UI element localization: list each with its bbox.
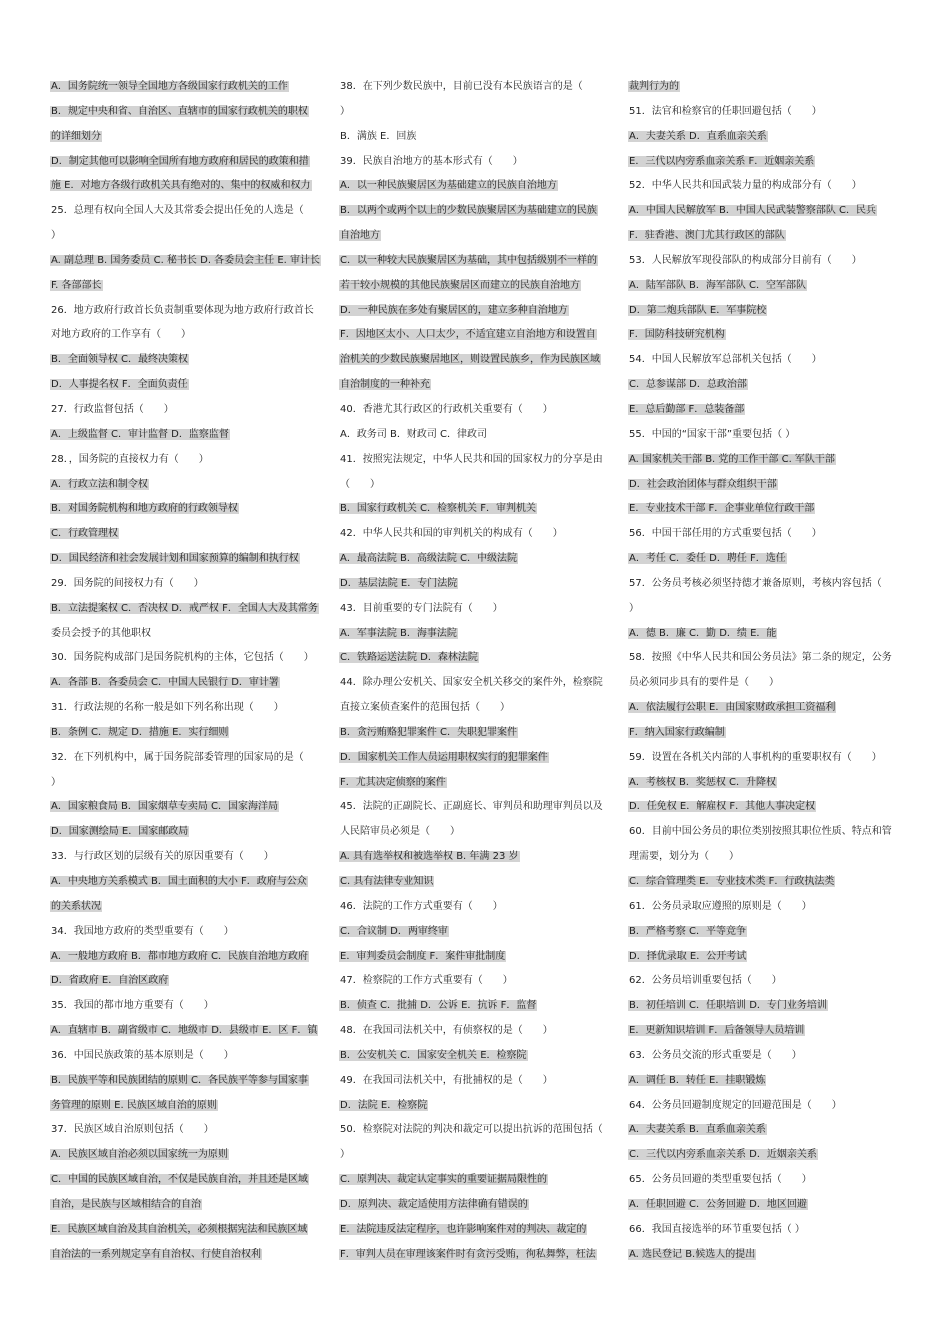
text-line <box>628 323 904 348</box>
text-line-content: F. 各部部长 <box>51 279 102 291</box>
text-line-content: 46．法院的工作方式重要有（ ） <box>340 900 503 912</box>
text-line-content: 49．在我国司法机关中，有批捕权的是（ ） <box>340 1074 553 1086</box>
text-line-content: D．择优录取 E．公开考试 <box>629 950 747 962</box>
text-line-content: A．陆军部队 B．海军部队 C．空军部队 <box>629 279 807 291</box>
text-line-content: B．严格考察 C．平等竞争 <box>629 925 747 937</box>
text-line-content: A．调任 B．转任 E．挂职锻炼 <box>629 1074 766 1086</box>
text-line-content: 26．地方政府行政首长负责制重要体现为地方政府行政首长 <box>51 304 314 316</box>
text-line <box>50 696 328 721</box>
text-line-content: A．国家粮食局 B．国家烟草专卖局 C．国家海洋局 <box>51 801 279 813</box>
text-line <box>50 572 328 597</box>
text-line <box>339 398 615 423</box>
text-line-content: 委员会授予的其他职权 <box>51 627 151 639</box>
text-line <box>339 274 615 299</box>
text-line-content: E．民族区域自治及其自治机关，必须根据宪法和民族区域 <box>51 1223 308 1235</box>
text-line-content: 58．按照《中华人民共和国公务员法》第二条的规定，公务 <box>629 652 892 664</box>
text-line <box>628 1218 904 1243</box>
text-line <box>628 969 904 994</box>
text-line-content: B．条例 C．规定 D．措施 E．实行细则 <box>51 726 229 738</box>
text-line <box>50 1044 328 1069</box>
text-line-content: 52．中华人民共和国武装力量的构成部分有（ ） <box>629 180 862 192</box>
text-line-content: 自治制度的一种补充 <box>340 379 430 391</box>
text-line-content: ） <box>340 1149 350 1161</box>
text-line <box>339 746 615 771</box>
text-line-content: 30．国务院构成部门是国务院机构的主体，它包括（ ） <box>51 652 314 664</box>
text-line <box>50 522 328 547</box>
text-line-content: 31．行政法规的名称一般是如下列名称出现（ ） <box>51 702 284 714</box>
text-line <box>50 373 328 398</box>
text-line <box>628 1193 904 1218</box>
text-line-content: 45．法院的正副院长、正副庭长、审判员和助理审判员以及 <box>340 801 603 813</box>
text-line <box>339 646 615 671</box>
text-line-content: E．三代以内旁系血亲关系 F．近姻亲关系 <box>629 155 815 167</box>
text-line-content: F．尤其决定侦察的案件 <box>340 776 446 788</box>
text-line <box>50 75 328 100</box>
text-line <box>339 224 615 249</box>
text-line <box>628 622 904 647</box>
text-line <box>50 299 328 324</box>
text-line <box>628 522 904 547</box>
text-line <box>628 348 904 373</box>
text-line <box>339 522 615 547</box>
text-line-content: B．侦查 C．批捕 D．公诉 E．抗诉 F．监督 <box>340 1000 537 1012</box>
text-line-content: 38．在下列少数民族中，目前已没有本民族语言的是（ <box>340 81 583 92</box>
text-line <box>50 920 328 945</box>
text-line-content: 64．公务员回避制度规定的回避范围是（ ） <box>629 1099 842 1111</box>
text-line <box>50 423 328 448</box>
text-line-content: 裁判行为的 <box>629 81 679 92</box>
text-line <box>339 820 615 845</box>
text-line-content: B．全面领导权 C．最终决策权 <box>51 354 189 366</box>
text-line <box>50 671 328 696</box>
text-line <box>628 771 904 796</box>
text-line-content: A．国务院统一领导全国地方各级国家行政机关的工作 <box>51 81 288 92</box>
text-line-content: D．第二炮兵部队 E．军事院校 <box>629 304 767 316</box>
text-line <box>50 597 328 622</box>
text-line-content: ） <box>340 105 350 117</box>
text-line <box>628 299 904 324</box>
text-line-content: 29．国务院的间接权力有（ ） <box>51 577 204 589</box>
text-line <box>50 1069 328 1094</box>
text-line-content: 32．在下列机构中，属于国务院部委管理的国家局的是（ <box>51 751 304 763</box>
text-line-content: D．原判决、裁定适使用方法律确有错误的 <box>340 1198 528 1210</box>
text-line-content: A．军事法院 B．海事法院 <box>340 627 457 639</box>
text-line <box>628 795 904 820</box>
text-line <box>339 249 615 274</box>
text-line <box>50 224 328 249</box>
text-line <box>339 1193 615 1218</box>
text-line-content: B．贪污贿赂犯罪案件 C．失职犯罪案件 <box>340 726 518 738</box>
text-line <box>339 1243 615 1268</box>
text-line <box>50 497 328 522</box>
text-line-content: A．民族区域自治必须以国家统一为原则 <box>51 1149 228 1161</box>
text-line <box>628 150 904 175</box>
text-line-content: 自治地方 <box>340 230 380 242</box>
text-line <box>339 199 615 224</box>
text-line-content: D．国民经济和社会发展计划和国家预算的编制和执行权 <box>51 553 299 565</box>
text-line-content: 39．民族自治地方的基本形式有（ ） <box>340 155 523 167</box>
text-line <box>628 1019 904 1044</box>
text-line-content: 57．公务员考核必须坚持德才兼备原则，考核内容包括（ <box>629 577 882 589</box>
text-line <box>339 721 615 746</box>
text-line-content: 48．在我国司法机关中，有侦察权的是（ ） <box>340 1025 553 1037</box>
text-line <box>628 1118 904 1143</box>
text-line <box>628 497 904 522</box>
text-line <box>628 199 904 224</box>
text-line-content: 55．中国的“国家干部”重要包括（ ） <box>629 428 796 440</box>
text-line <box>339 497 615 522</box>
text-line-content: B．立法提案权 C．否决权 D．戒严权 F．全国人大及其常务 <box>51 602 318 614</box>
text-line-content: ） <box>629 602 639 614</box>
text-line-content: 50．检察院对法院的判决和裁定可以提出抗诉的范围包括（ <box>340 1124 603 1136</box>
text-line-content: A. 国家机关干部 B. 党的工作干部 C. 军队干部 <box>629 453 835 465</box>
text-line-content: A. 选民登记 B.候选人的提出 <box>629 1248 756 1260</box>
text-line-content: F．因地区太小、人口太少，不适宜建立自治地方和设置自 <box>340 329 596 341</box>
text-line-content: C．行政管理权 <box>51 528 118 540</box>
text-line-content: ） <box>51 230 61 242</box>
text-line <box>339 1019 615 1044</box>
text-line <box>50 845 328 870</box>
text-line <box>339 994 615 1019</box>
text-line-content: 42．中华人民共和国的审判机关的构成有（ ） <box>340 528 563 540</box>
text-line <box>50 1019 328 1044</box>
text-line <box>628 373 904 398</box>
text-line <box>50 969 328 994</box>
text-line <box>339 1118 615 1143</box>
text-line <box>339 373 615 398</box>
text-line <box>628 125 904 150</box>
text-line <box>50 150 328 175</box>
text-line <box>50 622 328 647</box>
text-line <box>628 671 904 696</box>
text-line-content: 62．公务员培训重要包括（ ） <box>629 975 782 987</box>
text-line <box>339 323 615 348</box>
text-line-content: D．任免权 E．解雇权 F．其他人事决定权 <box>629 801 816 813</box>
text-line <box>339 1044 615 1069</box>
text-line-content: C．以一种较大民族聚居区为基础，其中包括级别不一样的 <box>340 254 597 266</box>
text-line <box>50 125 328 150</box>
text-line-content: D．国家机关工作人员运用职权实行的犯罪案件 <box>340 751 548 763</box>
column-middle <box>339 75 615 1268</box>
text-line-content: A．夫妻关系 D．直系血亲关系 <box>629 130 767 142</box>
text-line-content: B．初任培训 C．任职培训 D．专门业务培训 <box>629 1000 827 1012</box>
text-line-content: C．总参谋部 D．总政治部 <box>629 379 747 391</box>
text-line <box>628 870 904 895</box>
text-line-content: 28．，国务院的直接权力有（ ） <box>51 453 209 465</box>
text-line-content: B．国家行政机关 C．检察机关 F．审判机关 <box>340 503 536 515</box>
text-line <box>50 274 328 299</box>
text-line-content: B．民族平等和民族团结的原则 C．各民族平等参与国家事 <box>51 1074 309 1086</box>
text-line-content: A. 副总理 B. 国务委员 C. 秘书长 D. 各委员会主任 E. 审计长 <box>51 254 321 266</box>
text-line <box>628 1094 904 1119</box>
column-left <box>50 75 328 1268</box>
text-line-content: A．考核权 B．奖惩权 C．升降权 <box>629 776 777 788</box>
text-line-content: D．社会政治团体与群众组织干部 <box>629 478 777 490</box>
text-line-content: 的关系状况 <box>51 900 101 912</box>
text-line <box>50 994 328 1019</box>
text-line-content: 59．设置在各机关内部的人事机构的重要职权有（ ） <box>629 751 882 763</box>
text-line-content: 65．公务员回避的类型重要包括（ ） <box>629 1174 812 1186</box>
text-line-content: B．满族 E．回族 <box>340 130 417 142</box>
text-line-content: A．考任 C．委任 D．聘任 F．选任 <box>629 553 786 565</box>
text-line-content: 35．我国的都市地方重要有（ ） <box>51 1000 214 1012</box>
text-line-content: 54．中国人民解放军总部机关包括（ ） <box>629 354 822 366</box>
text-line <box>339 348 615 373</box>
text-line <box>50 795 328 820</box>
text-line-content: E．审判委员会制度 F．案件审批制度 <box>340 950 506 962</box>
text-line <box>628 845 904 870</box>
text-line <box>628 547 904 572</box>
text-line-content: A．一般地方政府 B．都市地方政府 C．民族自治地方政府 <box>51 950 309 962</box>
text-line <box>628 1243 904 1268</box>
text-line-content: 37．民族区域自治原则包括（ ） <box>51 1124 214 1136</box>
text-line-content: E．专业技术干部 F．企事业单位行政干部 <box>629 503 815 515</box>
text-line-content: C. 具有法律专业知识 <box>340 876 434 887</box>
text-line <box>628 423 904 448</box>
text-line-content: 66．我国直接选举的环节重要包括（ ） <box>629 1223 805 1235</box>
text-line-content: D．省政府 E．自治区政府 <box>51 975 169 987</box>
text-line <box>339 1143 615 1168</box>
text-line-content: D．人事提名权 F．全面负责任 <box>51 379 188 391</box>
text-line <box>628 75 904 100</box>
text-line-content: B．规定中央和省、自治区、直辖市的国家行政机关的职权 <box>51 105 308 117</box>
text-line-content: 53．人民解放军现役部队的构成部分目前有（ ） <box>629 254 862 266</box>
text-line-content: D．基层法院 E．专门法院 <box>340 577 458 589</box>
text-line-content: 43．目前重要的专门法院有（ ） <box>340 602 503 614</box>
text-line-content: 人民陪审员必须是（ ） <box>340 826 460 838</box>
text-line <box>339 1218 615 1243</box>
text-line <box>628 895 904 920</box>
text-line-content: B．对国务院机构和地方政府的行政领导权 <box>51 503 238 515</box>
text-line-content: 44．除办理公安机关、国家安全机关移交的案件外，检察院 <box>340 677 603 689</box>
text-line <box>628 746 904 771</box>
text-line <box>50 945 328 970</box>
text-line-content: D．法院 E．检察院 <box>340 1099 428 1111</box>
text-line-content: 的详细划分 <box>51 130 101 142</box>
text-line <box>339 771 615 796</box>
text-line-content: F．国防科技研究机构 <box>629 329 725 341</box>
text-line-content: 25．总理有权向全国人大及其常委会提出任免的人选是（ <box>51 205 304 217</box>
text-line-content: A．上级监督 C．审计监督 D．监察监督 <box>51 428 229 440</box>
text-line-content: C．综合管理类 E．专业技术类 F．行政执法类 <box>629 876 835 887</box>
text-line <box>339 150 615 175</box>
text-line-content: B．以两个或两个以上的少数民族聚居区为基础建立的民族 <box>340 205 597 217</box>
text-line <box>50 746 328 771</box>
text-line <box>628 646 904 671</box>
text-line-content: 33．与行政区划的层级有关的原因重要有（ ） <box>51 851 274 863</box>
text-line-content: 36．中国民族政策的基本原则是（ ） <box>51 1049 234 1061</box>
text-line-content: A．中国人民解放军 B．中国人民武装警察部队 C．民兵 <box>629 205 877 217</box>
text-line <box>339 696 615 721</box>
text-line-content: 若干较小规模的其他民族聚居区而建立的民族自治地方 <box>340 279 580 291</box>
text-line-content: 直接立案侦查案件的范围包括（ ） <box>340 702 510 714</box>
text-line-content: F．纳入国家行政编制 <box>629 726 725 738</box>
text-line-content: 63．公务员交流的形式重要是（ ） <box>629 1049 802 1061</box>
text-line <box>339 1094 615 1119</box>
text-line <box>339 299 615 324</box>
text-line <box>339 945 615 970</box>
text-line <box>50 771 328 796</box>
text-line-content: 27．行政监督包括（ ） <box>51 403 174 415</box>
text-line-content: A．夫妻关系 B．直系血亲关系 <box>629 1124 766 1136</box>
text-line-content: 56．中国干部任用的方式重要包括（ ） <box>629 528 822 540</box>
text-line <box>628 994 904 1019</box>
text-line <box>628 1143 904 1168</box>
text-line-content: 47．检察院的工作方式重要有（ ） <box>340 975 513 987</box>
text-line <box>628 945 904 970</box>
text-line <box>628 249 904 274</box>
text-line <box>628 820 904 845</box>
text-line-content: 自治，是民族与区域相结合的自治 <box>51 1198 201 1210</box>
text-line-content: B．公安机关 C．国家安全机关 E．检察院 <box>340 1049 527 1061</box>
text-line <box>339 895 615 920</box>
text-line-content: A．依法履行公职 E．由国家财政承担工资福利 <box>629 702 836 714</box>
text-line <box>50 323 328 348</box>
text-line-content: A．行政立法和制令权 <box>51 478 148 490</box>
text-line <box>50 249 328 274</box>
text-line <box>339 870 615 895</box>
text-line-content: A．最高法院 B．高级法院 C．中级法院 <box>340 553 518 565</box>
text-line <box>339 845 615 870</box>
text-line-content: 理需要，划分为（ ） <box>629 851 739 863</box>
text-line <box>50 895 328 920</box>
text-line <box>628 572 904 597</box>
text-line-content: A．德 B．廉 C．勤 D．绩 E．能 <box>629 627 777 639</box>
text-line-content: A．各部 B．各委员会 C．中国人民银行 D．审计署 <box>51 677 279 689</box>
text-line <box>339 547 615 572</box>
text-line-content: D．一种民族在多处有聚居区的，建立多种自治地方 <box>340 304 568 316</box>
text-line <box>50 1243 328 1268</box>
text-line-content: 施 E．对地方各级行政机关具有绝对的、集中的权威和权力 <box>51 180 311 192</box>
text-line <box>50 174 328 199</box>
text-line-content: 61．公务员录取应遵照的原则是（ ） <box>629 900 812 912</box>
text-line-content: A．直辖市 B．副省级市 C．地级市 D．县级市 E．区 F．镇 <box>51 1025 318 1037</box>
text-line-content: A．以一种民族聚居区为基础建立的民族自治地方 <box>340 180 557 192</box>
text-line <box>628 174 904 199</box>
text-line <box>339 423 615 448</box>
text-line <box>339 795 615 820</box>
text-line-content: E．更新知识培训 F．后备领导人员培训 <box>629 1025 805 1037</box>
text-line-content: F．驻香港、澳门尤其行政区的部队 <box>629 230 785 242</box>
text-line <box>50 348 328 373</box>
text-line-content: 员必须同步具有的要件是（ ） <box>629 677 779 689</box>
text-line <box>339 174 615 199</box>
text-line <box>628 1044 904 1069</box>
text-line-content: E．法院违反法定程序，也许影响案件对的判决、裁定的 <box>340 1223 587 1235</box>
text-line <box>628 1168 904 1193</box>
text-line <box>339 1069 615 1094</box>
text-line-content: ） <box>51 776 61 788</box>
column-right <box>628 75 904 1268</box>
text-line <box>339 969 615 994</box>
text-line-content: D．制定其他可以影响全国所有地方政府和居民的政策和措 <box>51 155 309 167</box>
text-line <box>50 199 328 224</box>
text-line <box>50 1168 328 1193</box>
text-line <box>50 1094 328 1119</box>
text-line-content: A．任职回避 C．公务回避 D．地区回避 <box>629 1198 807 1210</box>
text-line <box>50 1143 328 1168</box>
text-line-content: 治机关的少数民族聚居地区，则设置民族乡，作为民族区域 <box>340 354 600 366</box>
text-line <box>628 721 904 746</box>
text-line <box>628 920 904 945</box>
text-line-content: C．中国的民族区域自治，不仅是民族自治，并且还是区域 <box>51 1174 308 1186</box>
text-line <box>339 1168 615 1193</box>
text-line-content: C．三代以内旁系血亲关系 D．近姻亲关系 <box>629 1149 817 1161</box>
text-line <box>628 597 904 622</box>
text-line-content: F．审判人员在审理该案件时有贪污受贿，徇私舞弊，枉法 <box>340 1248 596 1260</box>
text-line <box>628 398 904 423</box>
text-line <box>339 448 615 473</box>
text-line <box>50 547 328 572</box>
text-line-content: 对地方政府的工作享有（ ） <box>51 329 191 341</box>
text-line <box>339 622 615 647</box>
text-line <box>50 100 328 125</box>
text-line <box>339 75 615 100</box>
text-line <box>339 100 615 125</box>
text-line <box>628 448 904 473</box>
text-line <box>50 448 328 473</box>
text-line-content: 34．我国地方政府的类型重要有（ ） <box>51 925 234 937</box>
text-line <box>50 398 328 423</box>
text-line <box>50 1118 328 1143</box>
text-line <box>339 572 615 597</box>
text-line <box>50 473 328 498</box>
text-line-content: C．原判决、裁定认定事实的重要证据局限性的 <box>340 1174 547 1186</box>
text-line-content: 40．香港尤其行政区的行政机关重要有（ ） <box>340 403 553 415</box>
text-line-content: （ ） <box>340 478 380 490</box>
text-line <box>339 125 615 150</box>
text-line <box>339 671 615 696</box>
text-line <box>50 1193 328 1218</box>
text-line-content: A．政务司 B．财政司 C．律政司 <box>340 428 488 440</box>
text-line-content: C．铁路运送法院 D．森林法院 <box>340 652 478 664</box>
text-line <box>628 224 904 249</box>
text-line <box>628 274 904 299</box>
text-line-content: 41．按照宪法规定，中华人民共和国的国家权力的分享是由 <box>340 453 603 465</box>
text-line <box>339 473 615 498</box>
text-line <box>50 820 328 845</box>
text-line <box>339 920 615 945</box>
text-line <box>339 597 615 622</box>
text-line-content: 51．法官和检察官的任职回避包括（ ） <box>629 105 822 117</box>
text-line <box>628 1069 904 1094</box>
text-line-content: 务管理的原则 E. 民族区域自治的原则 <box>51 1099 217 1111</box>
text-line-content: E．总后勤部 F．总装备部 <box>629 403 745 415</box>
text-line <box>628 473 904 498</box>
text-line-content: A. 具有选举权和被选举权 B. 年满 23 岁 <box>340 851 519 863</box>
text-line <box>628 696 904 721</box>
text-line <box>50 721 328 746</box>
text-line <box>50 1218 328 1243</box>
text-line <box>50 870 328 895</box>
text-line-content: 60．目前中国公务员的职位类别按照其职位性质、特点和管 <box>629 826 892 838</box>
text-line-content: A．中央地方关系模式 B．国土面积的大小 F．政府与公众 <box>51 876 307 887</box>
text-line <box>50 646 328 671</box>
text-line-content: C．合议制 D．两审终审 <box>340 925 448 937</box>
text-line-content: D．国家测绘局 E．国家邮政局 <box>51 826 189 838</box>
text-line <box>628 100 904 125</box>
text-line-content: 自治法的一系列规定享有自治权、行使自治权利 <box>51 1248 261 1260</box>
